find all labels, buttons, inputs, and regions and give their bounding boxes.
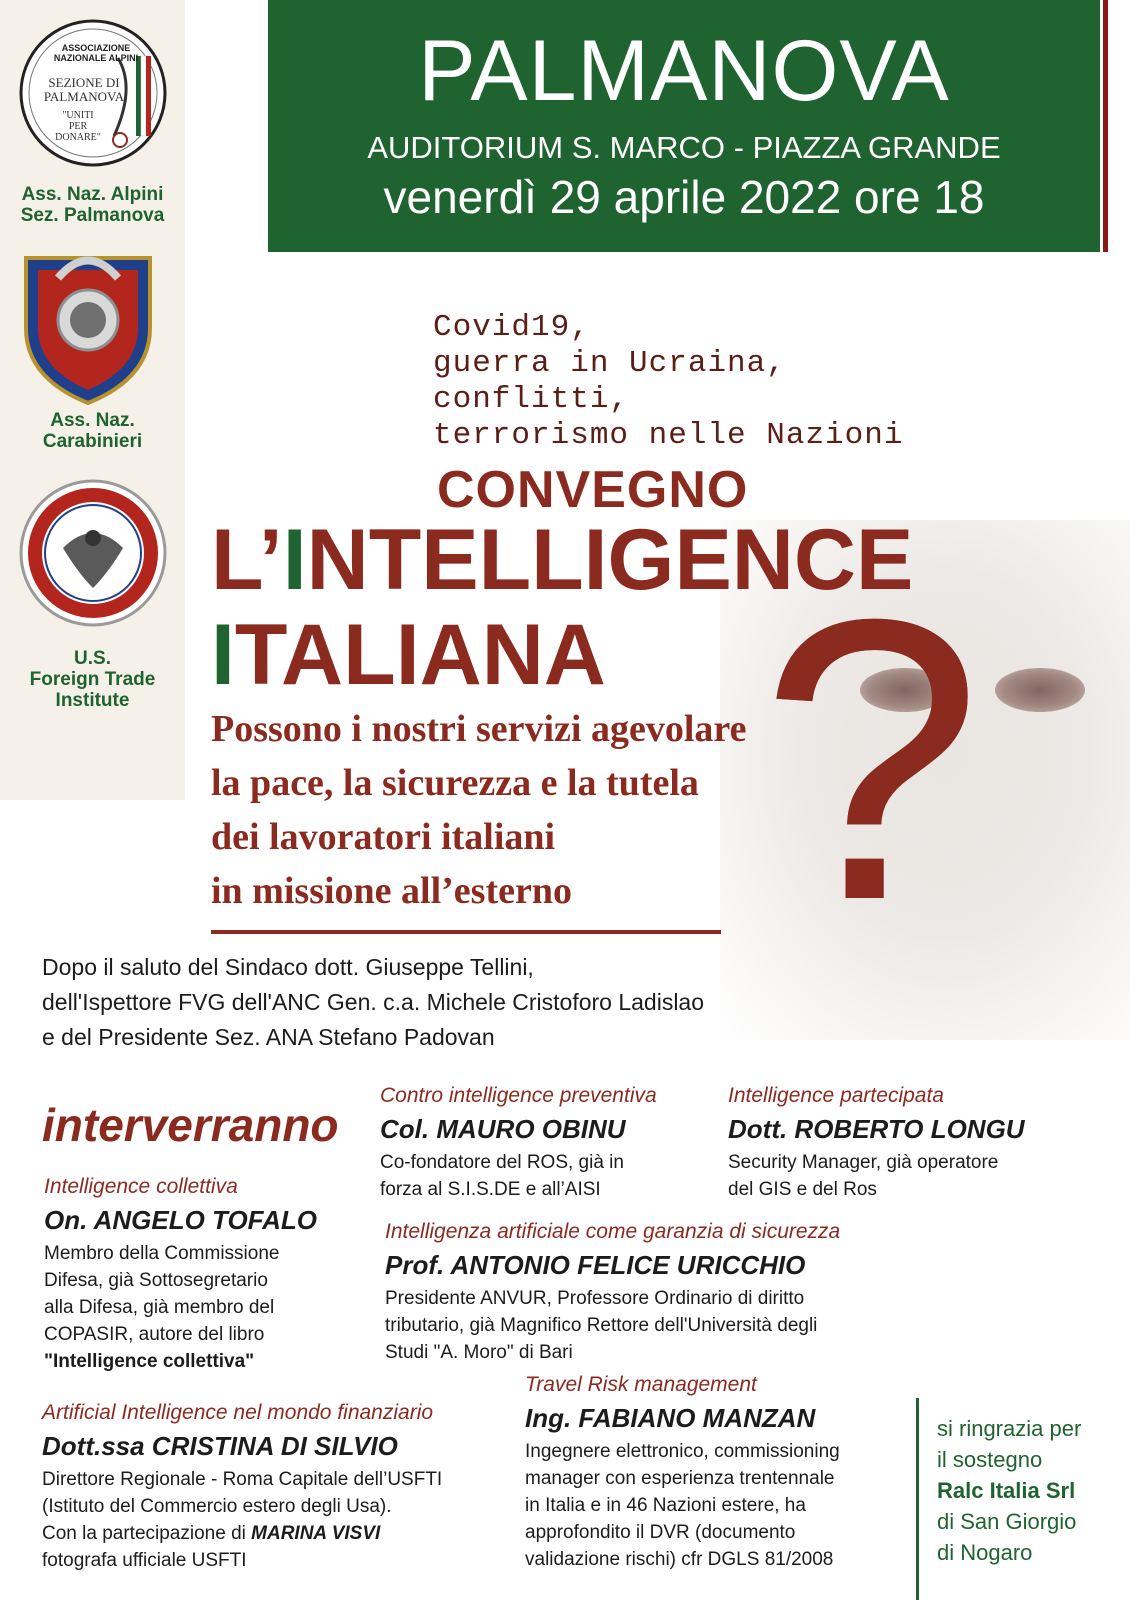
theme-line: guerra in Ucraina, [433,346,786,381]
theme-line: terrorismo nelle Nazioni [433,418,904,453]
speaker-desc-line: manager con esperienza trentennale [525,1468,835,1489]
usfti-caption-line1: U.S. [74,648,111,669]
speaker-uricchio [385,1220,915,1366]
participation-text: Con la partecipazione di [42,1523,252,1544]
intro-line: dell'Ispettore FVG dell'ANC Gen. c.a. Michele Cristoforo Ladislao [42,989,705,1015]
alpini-badge-line4: PALMANOVA [43,89,125,104]
speakers-heading: interverranno [42,1099,339,1151]
speaker-desc-line [42,1520,512,1547]
intro-line: Dopo il saluto del Sindaco dott. Giuseppe Tellini, [42,954,534,980]
usfti-caption [0,648,185,711]
sponsor-company: Ralc Italia Srl [937,1478,1076,1503]
mask-eye-right [995,668,1085,712]
question-line: dei lavoratori italiani [211,816,556,858]
venue: AUDITORIUM S. MARCO - PIAZZA GRANDE [367,130,1001,165]
title-green-letter: I [282,512,307,608]
question-mark: ? [760,536,983,983]
themes-list [433,310,903,454]
thanks-line: di Nogaro [937,1540,1033,1565]
alpini-caption-line1: Ass. Naz. Alpini [21,184,164,205]
speaker-desc-line: Direttore Regionale - Roma Capitale dell’USFTI [42,1469,443,1490]
thanks-divider [916,1398,919,1600]
convegno-question [211,702,746,918]
carabinieri-caption-line2: Carabinieri [42,431,143,452]
speaker-desc-line: approfondito il DVR (documento [525,1522,796,1543]
speaker-topic: Intelligenza artificiale come garanzia di sicurezza [385,1220,841,1243]
carabinieri-shield-icon [18,248,158,408]
speaker-name: Prof. ANTONIO FELICE URICCHIO [385,1250,806,1280]
speaker-topic: Artificial Intelligence nel mondo finanziario [42,1401,434,1424]
speaker-desc-line: fotografa ufficiale USFTI [42,1550,247,1571]
speaker-desc-line: alla Difesa, già membro del [44,1297,275,1318]
speaker-desc-line: Security Manager, già operatore [728,1152,999,1173]
title-line1-rest: NTELLIGENCE [306,512,914,608]
speaker-tofalo [44,1175,364,1375]
question-line: in missione all’esterno [211,870,572,912]
speaker-desc-line: del GIS e del Ros [728,1179,877,1200]
speaker-desc-line: in Italia e in 46 Nazioni estere, ha [525,1495,806,1516]
intro-line: e del Presidente Sez. ANA Stefano Padovan [42,1024,495,1050]
speaker-desc-line: Co-fondatore del ROS, già in [380,1152,624,1173]
alpini-badge-line5: "UNITI [62,110,94,121]
speaker-topic: Intelligence collettiva [44,1175,238,1198]
alpini-badge-line6: PER [68,121,88,132]
speaker-obinu [380,1084,710,1203]
speaker-name: On. ANGELO TOFALO [44,1205,317,1235]
speaker-desc-line: forza al S.I.S.DE e all’AISI [380,1179,601,1200]
thanks-line: di San Giorgio [937,1509,1077,1534]
thanks-box [937,1413,1127,1568]
thanks-line: si ringrazia per [937,1416,1082,1441]
speaker-topic: Contro intelligence preventiva [380,1084,657,1107]
speaker-desc-line: Membro della Commissione [44,1243,280,1264]
question-line: Possono i nostri servizi agevolare [211,708,747,750]
title-apostrophe: L’ [211,512,283,608]
speaker-desc-line: tributario, già Magnifico Rettore dell'Università degli [385,1315,818,1336]
usfti-logo [18,478,168,628]
theme-line: Covid19, [433,310,590,345]
alpini-badge-line1: ASSOCIAZIONE [61,43,131,53]
title-line2-rest: TALIANA [234,607,606,703]
usfti-seal-icon [18,478,168,628]
convegno-label: CONVEGNO [437,461,749,519]
carabinieri-caption-line1: Ass. Naz. [50,410,135,431]
participant-name: MARINA VISVI [251,1523,381,1544]
question-line: la pace, la sicurezza e la tutela [211,762,699,804]
usfti-caption-line2: Foreign Trade [29,669,156,690]
speaker-desc-line: Ingegnere elettronico, commissioning [525,1441,840,1462]
event-date: venerdì 29 aprile 2022 ore 18 [383,171,985,223]
thanks-line: il sostegno [937,1447,1043,1472]
alpini-caption-line2: Sez. Palmanova [20,205,165,226]
speaker-desc-line: (Istituto del Commercio estero degli Usa). [42,1496,392,1517]
city-title: PALMANOVA [418,23,950,119]
speaker-name: Dott.ssa CRISTINA DI SILVIO [42,1431,398,1461]
title-green-letter: I [211,607,235,703]
title-line2 [211,607,606,703]
event-header [268,0,1100,252]
speaker-name: Dott. ROBERTO LONGU [728,1114,1025,1144]
speaker-desc-line: validazione rischi) cfr DGLS 81/2008 [525,1549,834,1570]
title-line1 [211,512,914,608]
speaker-desc-line: Difesa, già Sottosegretario [44,1270,268,1291]
speaker-desc-line: COPASIR, autore del libro [44,1324,265,1345]
speaker-name: Col. MAURO OBINU [380,1114,626,1144]
usfti-caption-line3: Institute [55,690,130,711]
alpini-caption [0,184,185,226]
intro-text [42,950,704,1055]
carabinieri-caption [0,410,185,452]
book-title: "Intelligence collettiva" [44,1351,255,1372]
speaker-di-silvio [42,1401,512,1574]
header-accent-bar [1103,0,1108,252]
alpini-logo [18,18,168,168]
alpini-badge-line2: NAZIONALE ALPINI [53,53,139,63]
divider [211,930,721,934]
alpini-badge-line7: DONARE" [55,132,101,143]
speaker-manzan [525,1373,905,1573]
speaker-topic: Travel Risk management [525,1373,757,1396]
speaker-desc-line: Presidente ANVUR, Professore Ordinario di diritto [385,1288,805,1309]
speaker-longu [728,1084,1108,1203]
carabinieri-logo [18,248,158,408]
speaker-topic: Intelligence partecipata [728,1084,944,1107]
alpini-badge-line3: SEZIONE DI [48,75,120,90]
speaker-name: Ing. FABIANO MANZAN [525,1403,816,1433]
speaker-desc-line: Studi "A. Moro" di Bari [385,1342,573,1363]
theme-line: conflitti, [433,382,630,417]
